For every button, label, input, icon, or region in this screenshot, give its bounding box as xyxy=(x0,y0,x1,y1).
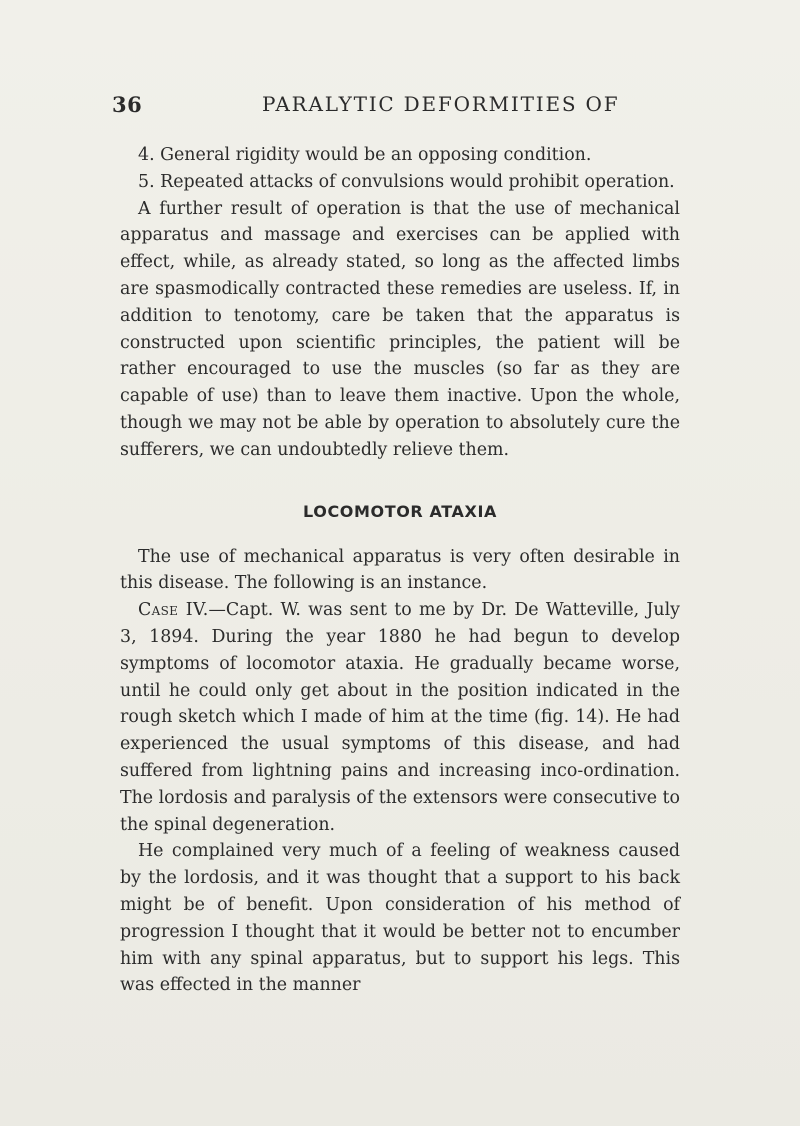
list-item-4: 4. General rigidity would be an opposing condition. xyxy=(138,145,592,165)
list-item-5: 5. Repeated attacks of convulsions would prohibit operation. xyxy=(138,171,675,192)
page-number: 36 xyxy=(112,92,143,117)
page-content xyxy=(120,142,680,999)
paragraph-case-iv xyxy=(120,597,680,838)
paragraph-operation-results: A further result of operation is that the use of mechanical apparatus and massage and exercises can be applied with effect, while, as already stated, so long as the affected limbs are spasmodically contracted these remedies are useless. If, in addition to tenotomy, care be taken that the apparatus is constructed upon scientific principles, the patient will be rather encouraged to use the muscles (so far as they are capable of use) than to leave them inactive. Upon the whole, though we may not be able by operation to absolutely cure the sufferers, we can undoubtedly relieve them. xyxy=(120,198,680,460)
paragraph-lordosis-support: He complained very much of a feeling of weakness caused by the lordosis, and it was thought that a support to his back might be of benefit. Upon consideration of his method of progression I thought that it would be better not to encumber him with any spinal apparatus, but to support his legs. This was effected in the manner xyxy=(120,841,680,996)
case-text: —Capt. W. was sent to me by Dr. De Watteville, July 3, 1894. During the year 1880 he had begun to develop symptoms of locomotor ataxia. He gradually became worse, until he could only get about in the position indicated in the rough sketch which I made of him at the time (fig. 14). He had experienced the usual symptoms of this disease, and had suffered from lightning pains and increasing inco-ordination. The lordosis and paralysis of the extensors were consecutive to the spinal degeneration. xyxy=(120,600,680,835)
page-header xyxy=(112,92,688,120)
paragraph-locomotor-intro: The use of mechanical apparatus is very often desirable in this disease. The following is an instance. xyxy=(120,546,680,594)
section-title: LOCOMOTOR ATAXIA xyxy=(303,501,497,521)
case-label: Case IV. xyxy=(138,600,209,621)
running-head: PARALYTIC DEFORMITIES OF xyxy=(262,92,620,116)
